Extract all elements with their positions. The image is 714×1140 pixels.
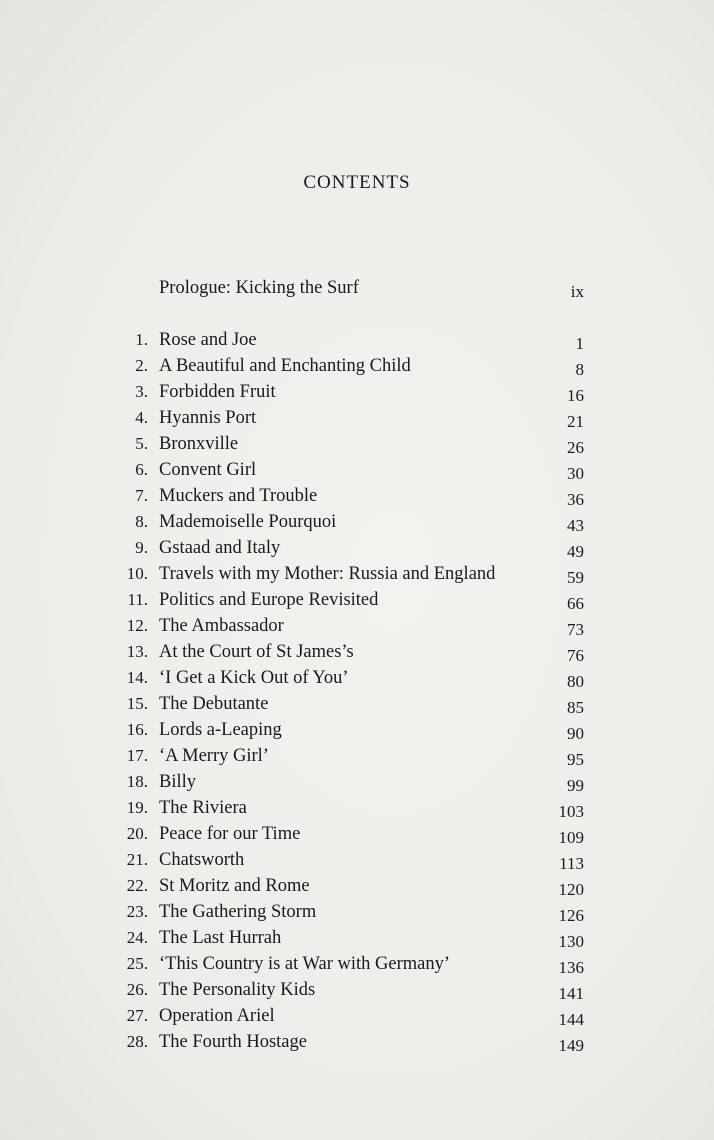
chapter-number: 17. [126,746,148,765]
chapter-number: 11. [127,590,148,609]
toc-entry [0,772,714,798]
chapter-page: 144 [558,1010,584,1029]
chapter-page: 73 [567,620,584,639]
chapter-page: 8 [575,360,584,379]
toc-entry [0,980,714,1006]
chapter-title: ‘This Country is at War with Germany’ [159,954,451,974]
chapter-number: 24. [126,928,148,947]
chapter-page: 1 [575,334,584,353]
chapter-title: Bronxville [159,434,239,454]
chapter-number: 5. [135,434,148,453]
chapter-title: The Riviera [159,798,247,818]
chapter-page: 126 [558,906,584,925]
chapter-title: The Debutante [159,694,269,714]
chapter-title: Peace for our Time [159,824,301,844]
toc-entry [0,902,714,928]
chapter-page: 141 [558,984,584,1003]
toc-entry [0,408,714,434]
toc-entry [0,1032,714,1058]
chapter-page: 103 [558,802,584,821]
toc-entry [0,486,714,512]
chapter-number: 21. [126,850,148,869]
chapter-number: 6. [135,460,148,479]
chapter-page: 36 [567,490,584,509]
toc-entry [0,850,714,876]
chapter-title: The Ambassador [159,616,284,636]
chapter-page: 76 [567,646,584,665]
chapter-page: 21 [567,412,584,431]
toc-entry [0,954,714,980]
chapter-page: 99 [567,776,584,795]
chapter-page: 80 [567,672,584,691]
chapter-title: The Fourth Hostage [159,1032,307,1052]
chapter-number: 13. [126,642,148,661]
toc-entry [0,642,714,668]
chapter-number: 26. [126,980,148,999]
chapter-page: 85 [567,698,584,717]
chapter-number: 23. [126,902,148,921]
toc-entry [0,928,714,954]
chapter-number: 25. [126,954,148,973]
chapter-number: 12. [126,616,148,635]
chapter-title: Mademoiselle Pourquoi [159,512,337,532]
chapter-title: Convent Girl [159,460,257,480]
chapter-title: Gstaad and Italy [159,538,281,558]
toc-entry [0,746,714,772]
chapter-number: 2. [135,356,148,375]
chapter-title: Hyannis Port [159,408,257,428]
contents-heading: CONTENTS [303,172,411,193]
chapter-title: Forbidden Fruit [159,382,276,402]
chapter-title: St Moritz and Rome [159,876,310,896]
chapter-page: 30 [567,464,584,483]
toc-entry [0,668,714,694]
chapter-number: 8. [135,512,148,531]
chapter-title: Lords a-Leaping [159,720,282,740]
chapter-page: 90 [567,724,584,743]
chapter-number: 10. [126,564,148,583]
chapter-page: 109 [558,828,584,847]
chapter-number: 3. [135,382,148,401]
chapter-title: The Gathering Storm [159,902,317,922]
chapter-page: 149 [558,1036,584,1055]
toc-entry [0,694,714,720]
chapter-title: The Last Hurrah [159,928,282,948]
chapter-number: 19. [126,798,148,817]
chapter-page: 113 [559,854,584,873]
chapter-number: 9. [135,538,148,557]
toc-entry [0,434,714,460]
chapter-number: 28. [126,1032,148,1051]
chapter-title: Operation Ariel [159,1006,275,1026]
chapter-title: A Beautiful and Enchanting Child [159,356,411,376]
toc-prologue [0,278,714,304]
toc-entry [0,460,714,486]
prologue-title: Prologue: Kicking the Surf [159,278,359,298]
toc-entry [0,876,714,902]
toc-entry [0,564,714,590]
toc-entry [0,798,714,824]
chapter-page: 95 [567,750,584,769]
toc-entry [0,720,714,746]
chapter-page: 26 [567,438,584,457]
chapter-title: Chatsworth [159,850,245,870]
chapter-page: 120 [558,880,584,899]
chapter-page: 136 [558,958,584,977]
toc-entry [0,590,714,616]
chapter-number: 16. [126,720,148,739]
chapter-number: 14. [126,668,148,687]
chapter-number: 20. [126,824,148,843]
chapter-number: 7. [135,486,148,505]
chapter-page: 43 [567,516,584,535]
prologue-page: ix [570,282,584,301]
chapter-number: 4. [135,408,148,427]
chapter-number: 18. [126,772,148,791]
chapter-title: ‘A Merry Girl’ [159,746,269,766]
toc-entry [0,824,714,850]
chapter-page: 49 [567,542,584,561]
chapter-page: 66 [567,594,584,613]
toc-entry [0,512,714,538]
toc-entry [0,538,714,564]
chapter-title: Muckers and Trouble [159,486,318,506]
chapter-page: 59 [567,568,584,587]
toc-entry [0,616,714,642]
chapter-page: 130 [558,932,584,951]
chapter-number: 15. [126,694,148,713]
chapter-title: Travels with my Mother: Russia and England [159,564,496,584]
chapter-title: Rose and Joe [159,330,257,350]
chapter-title: Billy [159,772,197,792]
chapter-number: 22. [126,876,148,895]
chapter-number: 27. [126,1006,148,1025]
toc-entry [0,330,714,356]
toc-entry [0,356,714,382]
chapter-title: ‘I Get a Kick Out of You’ [159,668,349,688]
chapter-page: 16 [567,386,584,405]
toc-entry [0,382,714,408]
chapter-title: At the Court of St James’s [159,642,354,662]
chapter-number: 1. [135,330,148,349]
toc-entry [0,1006,714,1032]
chapter-title: Politics and Europe Revisited [159,590,379,610]
chapter-title: The Personality Kids [159,980,316,1000]
